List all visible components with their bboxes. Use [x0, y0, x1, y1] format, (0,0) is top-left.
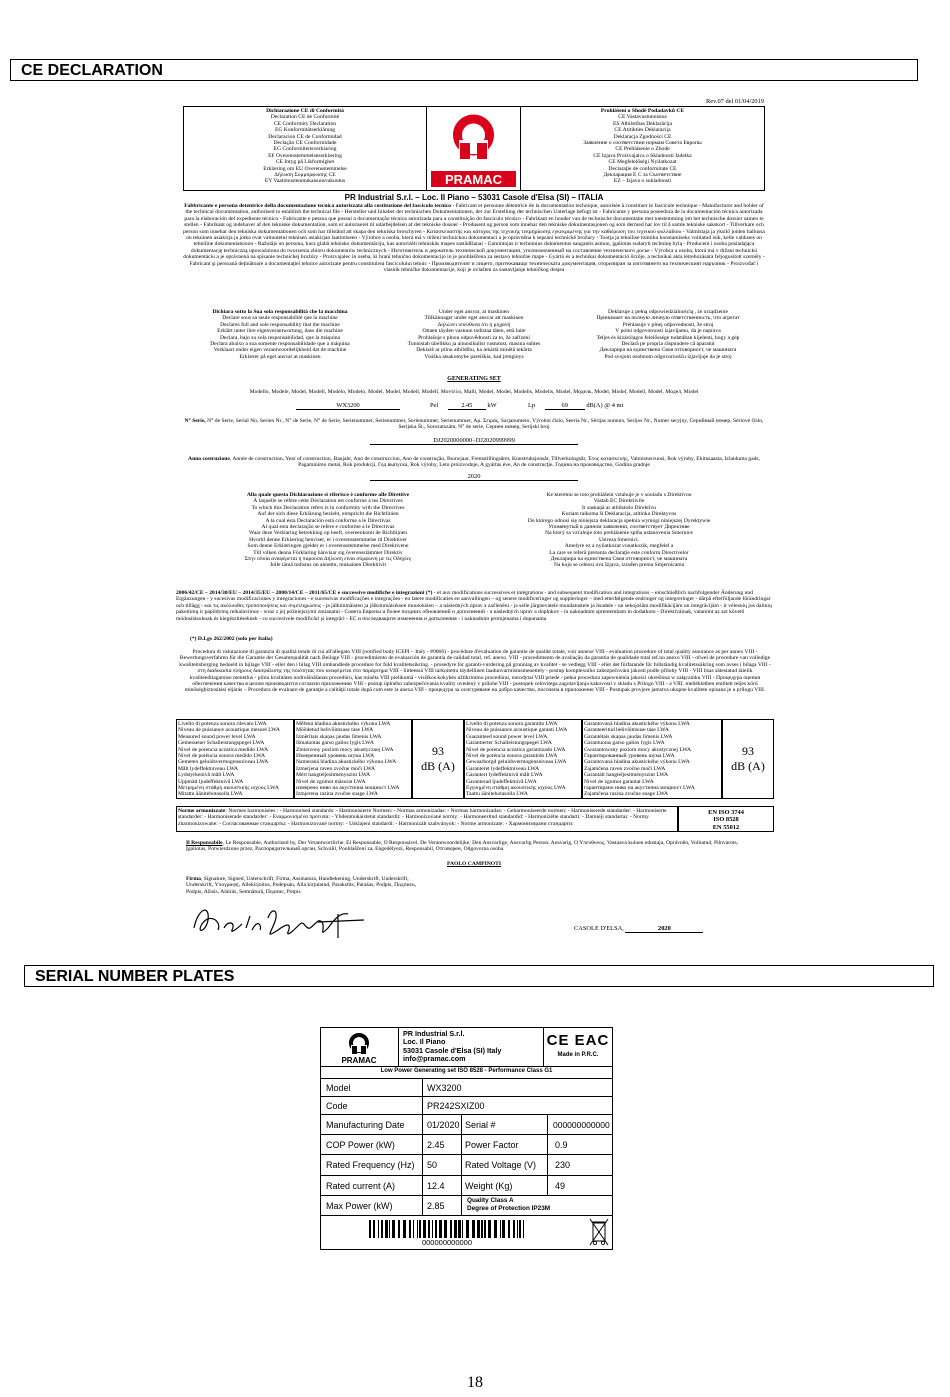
fabricant-text: - Fabricant et personne détentrice de la documentation technique, autorisée à constituer le fascicule technique - Manufacturer and holder of the technical documentation, authorised to establish the technical file - Hersteller und Inhaber der technischen Dokumentationen, der zur Erstellung der technischen Unterlage befugt ist - Fabricante y persona poseedora de la documentación técnica autorizada para la elaboración del expediente técnico - Fabricante e pessoa que possui a documentação técnica autorizada para a constituição do fascículo técnico - Fabrikant en houder van de technische documentatie met toestemming om het technische dossier samen te stellen - Fabrikant og indehaver af den tekniske dokumentation, som er autoriseret til udarbejdelsen af det tekniske dossier - Produsent og person som innehar den tekniske dokumentasjonen og som dermed har lov til å samle tekniske sakskort - Tillverkare och person som innehar den tekniska dokumentationen och som har tillstånd att skapa den tekniska broschyren - Κατασκευαστής και κάτοχος της τεχνικής τεκμηρίωσης εγκεκριμένης για την καθιέρωση του τεχνικού φυλλαδίου - Valmistaja ja yksilö joiden hallussa on tekninen asiakirja ja jotka ovat valtuutetut teknisen asiakirjan laatimiseen - Výrobce a osoba, která má v držení technickou dokumentaci a je oprávněna k sepsání technické brožury - Tootja ja tehnilise toimiku koostamiseks volitatud isik, kelle valduses on tehniline dokumentatsioon - Ražotājs un persona, kura glabā tehnisko dokumentāciju, kas autorizēti tehniskās mapes sastādīšanai - Gamintojas ir techninius dokumentus saugantis asmuo, įgaliotas sudaryti techninę bylą - Producent i osoba posiadająca dokumentację techniczną upoważniona do tworzenia zbioru dokumentów technicznych - Изготовитель и держатель технической документации, уполномоченный на составление технического досье - Výrobca a osoba, ktorá má v držaní technickú dokumentáciu a je oprávnená na spísanie technickej brožúry - Proizvajalec in oseba, ki hrani tehnično dokumentacijo in je pooblaščena za sestavo tehnične mape - Gyártó és a technikai dokumentáció őrzője, a technikai akta létrehozására feljogosított személy - Fabricant şi persoană deţinătoare a documentaţiei tehnice autorizate pentru constituirea fascicolului tehnic - Производителят и лицето, притежаващо техническата документация, оторизиран за изготвянето на техническият наръчник - Proizvođač i vlasnik tehničke dokumentacije, koji je ovlašten za sastavljanje tehničkog dosjea: [183, 203, 765, 274]
declares-line: Erklærer på eget ansvar at maskinen: [239, 353, 321, 360]
lwa-label-line: Измеренный уровень шума LWA: [296, 753, 375, 760]
model-field: [296, 402, 400, 410]
year-labels: , Année de construction, Year of construction, Baujahr, Ano de construccion, Ano de construção, Bouwjaar, Fremstillingsåret, Konstruksjonsår, Tillverkningsår, Έτος κατασκευής, Valmistusvuosi, Rok výroby, Ehitusaasta, Izlaiduma gads, Pagaminimo metai, Rok produkcji, Год выпуска, Rok výroby, Leto proizvodnje, A gyártás éve, An de construcţie, Година на производство, Godina gradnje: [229, 456, 760, 469]
conformity-line: Alla quale questa Dichiarazione si riferisce è conforme alle Direttive: [246, 492, 410, 498]
made-in: Made in P.R.C.: [557, 1052, 599, 1058]
lwa-label-line: Garanterad ljudeffektnivå LWA: [466, 778, 537, 785]
lwa-guaranteed-value: 93: [742, 744, 754, 758]
conformity-line: La care se referă prezenta declaraţie este conform Directivelor: [549, 549, 689, 556]
declares-line: Teljes és kizárólagos felelőssége tudatában kijelenti, hogy a gép: [596, 334, 740, 341]
conformity-line: Som denne Erklæringen gjelder er i overensstemmelse med Direktivene: [247, 543, 409, 550]
model-value: WX3200: [296, 402, 400, 410]
declares-line: Ottaen täyden vastuun todistaa täten, että laite: [422, 328, 526, 335]
company-address: PR Industrial S.r.l. – Loc. Il Piano – 53031 Casole d'Elsa (SI) – ITALIA: [344, 193, 604, 202]
norms-lead: Norme armonizzate: [178, 808, 226, 814]
lp-field: [528, 402, 623, 410]
lwa-measured-value: 93: [432, 744, 444, 758]
plate-row-mfg: [321, 1114, 612, 1134]
declares-line: Declară pe propria răspundere că aparatul: [621, 341, 715, 348]
divider: [422, 1078, 423, 1215]
declares-line: Erklärt unter ihre eigenverantwortung, dass die machine: [217, 328, 343, 335]
plate-barcode-row: [321, 1215, 612, 1249]
lwa-guaranteed-labels-2: [582, 719, 722, 799]
lwa-label-line: Mõõdetud helivõimsuse tase LWA: [296, 727, 374, 734]
procedure-paragraph: Procedura di valutazione di garanzia di qualità totale di cui all'allegato VIII (notified body ICEPI – Italy - #0066) - procédure d'évaluation de garantie de qualité totale, voir annexe VIII - evaluation procedure of total quality assurance as per annex VIII - Bewertungsverfahren für die Garantie der Gesamtqualität nach Beilage VIII - procedimiento de evaluación de garantía de calidad total, ref. anexo. VIII - procedimento de avaliação da garantia de qualidade total ref.no anexo VIII - ofwel de procedure van volledige kwaliteitsborging bedoeld in bijlage VIII - eller den i bilag VIII omhandlede procedure for fuld kvalitetssikring. - prosedyre for garanti-vurdering på grunnlag av kvalitet - se vedlegg VIII - eller det förfarande för fullständig kvalitetssäkring som avses i bilaga VIII - στη διαδικασία πλήρους διασφάλισης της ποιότητας που αναφέρεται στο παράρτημα VIII - liitteessä VIII tarkoitettu täydellinen laadunvarmistusmenettely - postup komplexního zabezpečování jakosti podle přílohy VIII - VIII lisas sätestatud täielik kvaliteeditagamise menetlus - pilnu kvalitātes nodrošināšanas procedūru, kas minēta VIII pielikumā - visiškos kokybės užtikrinimo procedūrai, nurodytai VIII priede - pełna procedura zapewnienia jakości określona w załączniku VIII - Процедура оценки обеспечения качества в целом производится согласно приложению VIII - postup úplného zabezpečovania kvality uvedený v prílohe VIII - postopek celovitega zagotavljanja kakovosti v skladu s Prilogo VIII - a VIII. mellékletben említett teljes körű minőségbiztosítási eljárás – Procedura de evaluare de garanţie a calităţii totale după cum este la anexa VIII - процедура за осигуряване на добро качество, посочена в приложение VIII - Postupak provjere jamstva ukupne kvalitete opisana je u prilogu VIII.: [179, 649, 771, 694]
declares-line: Принимает на полную личную ответственность, что агрегат: [596, 315, 740, 322]
plate-company-line: PR Industrial S.r.l.: [403, 1029, 465, 1038]
plate-weight-value: 49: [555, 1181, 566, 1191]
plate-company-line: 53031 Casole d'Elsa (SI) Italy: [403, 1045, 502, 1055]
lwa-label-line: Lydstyrkenivå målt LWA: [178, 772, 235, 779]
declares-line: Dichiara sotto la Sua sola responsabilità che la macchina: [212, 309, 348, 315]
current-label: Rated current (A): [326, 1181, 396, 1191]
plate-current-value: 12.4: [427, 1181, 445, 1191]
fabricant-paragraph: [183, 203, 765, 273]
lwa-label-line: Nivel de potencia acústica medido LWA: [178, 746, 269, 753]
plate-row-max: [321, 1195, 612, 1215]
lwa-label-line: Niveau de puissance acoustique mesuré LWA: [178, 727, 280, 734]
lwa-label-line: Nameraná hladina akustického výkonu LWA: [296, 759, 397, 766]
conformity-line: Ustreza Smernici.: [598, 536, 640, 543]
year-lead: Anno costruzione: [188, 456, 230, 462]
conformity-line: Jolle tämä todistus on annettu, mukainen Direktiivit: [269, 562, 387, 569]
lwa-label-line: Garantuotas garso galios lygis LWA: [584, 740, 665, 747]
pel-unit: kW: [487, 402, 497, 409]
title-line: Dichiarazione CE di Conformità: [266, 108, 344, 114]
plate-pf-value: 0.9: [555, 1140, 568, 1150]
lwa-label-line: Μετρημένη στάθμη ακουστικής ισχύος LWA: [178, 785, 279, 792]
code-label: Code: [326, 1101, 348, 1111]
plate-row-freq: [321, 1154, 612, 1175]
declares-line: Prohlašuje s plnou odpovědností za to, že zařízení: [418, 334, 530, 341]
year-field: [370, 473, 578, 481]
title-line: Декларация Е С за Съответствие: [603, 172, 682, 179]
conformity-line: Na ktorý sa vzťahuje toto prehlásenie splňa ustanovenia Smernice: [545, 530, 693, 537]
conformity-line: Ke kterému se toto prohlášení vztahuje je v souladu s Direktivou: [546, 492, 692, 498]
model-labels: Modello, Modele, Model, Modell, Modelo, Modelo, Model, Model, Modell, Modell, Μοντέλο, Malli, Model, Model, Modelis, Modelis, Model, Модель, Model, Model, Modell, Model, Модел, Model: [249, 389, 699, 395]
declares-line: Declares full and sole responsability that the machine: [220, 321, 340, 328]
lwa-label-line: Izmērītais skaņas jaudas līmenis LWA: [296, 733, 382, 740]
lwa-label-line: Nivel de potencia acústica garantizado LWA: [466, 746, 566, 753]
lwa-guaranteed-value-cell: [722, 719, 774, 799]
lwa-label-line: гарантирано ниво на акустична мощност LWA: [584, 785, 695, 792]
protection-degree: Degree of Protection IP23M: [467, 1205, 551, 1212]
revision-label: Rev.07 del 01/04/2019: [706, 98, 764, 105]
lwa-measured-unit: dB (A): [421, 759, 455, 773]
title-line: CE Conformity Declaration: [273, 120, 337, 127]
conformity-line: Amelyre ez a nyilatkozat vonatkozik, megfelel a: [564, 543, 674, 550]
declaration-header: [183, 106, 765, 191]
plate-max-value: 2.85: [427, 1201, 445, 1211]
conformity-line: Kuriam taikoma ši Deklaracija, atitinka Direktyvos: [561, 511, 677, 518]
mfg-label: Manufacturing Date: [326, 1120, 405, 1130]
title-line: Declaraţie de conformitate CE: [608, 165, 677, 172]
lwa-label-line: Niveau de puissance acoustique garanti LWA: [466, 727, 568, 734]
title-line: Prohlášení o Shodě Podadavků CE: [600, 108, 685, 114]
lwa-label-line: Garantert lydeffektnivå målt LWA: [466, 772, 543, 779]
firma-lead: Firma: [186, 876, 201, 882]
section-header-serial: SERIAL NUMBER PLATES: [24, 965, 934, 987]
lwa-label-line: Išmatuotas garso galios lygis LWA: [296, 740, 374, 747]
place-label: CASOLE D'ELSA,: [574, 925, 624, 932]
title-line: Заявление о соответствии нормам Совета Европы: [583, 140, 702, 147]
place-date: [574, 925, 703, 933]
left-titles: [184, 108, 426, 185]
pel-label: Pel: [430, 402, 439, 409]
serial-labels-paragraph: [183, 418, 765, 431]
firma-text: , Signature, Signed, Unterschrift, Firma, Assinatura, Handtekening, Underskrift, Underskrift, Underskrift, Υπογραφή, Allekirjoitus, Podepsán, Alla kirjutatud, Parakstīts, Parašas, Podpis, Подпись, Podpis, Ažisis, Aláírás, Semnătură, Подпис, Potpis: [186, 876, 417, 895]
lwa-label-line: Livello di potenza sonora rilevato LWA: [178, 721, 267, 727]
ce-eac-marks: CE EAC: [546, 1032, 610, 1049]
lwa-label-line: Gemessener Schalleistungspegel LWA: [178, 740, 265, 747]
declares-middle: [377, 309, 571, 360]
signer-name: PAOLO CAMPINOTI: [446, 861, 502, 867]
lwa-label-line: Uppmätt ljudeffektnivå LWA: [178, 778, 244, 785]
lwa-label-line: Garantovaná hladina akustického výkonu LWA: [584, 721, 690, 727]
declares-line: Under eget ansvar, at maskinen: [438, 309, 510, 315]
declares-line: Декларира на единствена Своя отговорност, че машината: [599, 347, 737, 354]
norm-item: EN ISO 3744: [708, 809, 744, 816]
conformity-line: Do którego odnosi się niniejsza deklaracja spełnia wymogi niniejszej Dyrektywie: [527, 517, 711, 524]
pf-label: Power Factor: [465, 1140, 519, 1150]
conformity-line: Упомянутый в данном заявлении, соответствует Директиве: [548, 524, 690, 531]
lwa-label-line: Гарантированный уровень шума LWA: [584, 753, 675, 760]
title-line: CE Intyg på Likformighet: [275, 159, 335, 166]
declares-line: Prehlasuje v plnej odpovednosti, že stroj: [622, 321, 714, 328]
conformity-line: Till vilken denna Förklaring hänvisar sig överensstämmer Direktiv: [253, 549, 403, 556]
lwa-label-line: Measured sound power level LWA: [178, 733, 256, 740]
place-year: 2020: [625, 925, 703, 933]
title-line: EZ – Izjava o sukladnosti: [613, 178, 672, 185]
barcode: [367, 1220, 527, 1238]
lwa-guaranteed-labels: [464, 719, 582, 799]
title-line: CE Izjava Proizvajalca o Skladnosti Izdelka: [593, 152, 692, 159]
plate-company-line: Loc. Il Piano: [403, 1037, 446, 1047]
plate-company: [403, 1030, 543, 1064]
plate-code-value: PR242SXIZ00: [427, 1101, 485, 1111]
lwa-label-line: измерено ниво на акустична мощност LWA: [296, 785, 400, 792]
declares-right: [571, 309, 765, 360]
divider: [461, 1114, 462, 1215]
declares-line: Pod svojom osobnom odgovornošću izjavljuje da je stroj: [604, 353, 732, 360]
plate-model-value: WX3200: [427, 1083, 462, 1093]
lwa-label-line: Målt lydeffektniveau LWA: [178, 765, 239, 772]
norm-item: ISO 8528: [713, 816, 739, 824]
lwa-table: [176, 719, 774, 799]
lp-unit: dB(A) @ 4 mt: [586, 402, 624, 409]
lwa-label-line: Guaranteed sound power level LWA: [466, 733, 548, 740]
title-line: EG Conformiteitsverklaring: [273, 146, 337, 153]
lwa-measured-labels-2: [294, 719, 412, 799]
lwa-label-line: Zajamčena raven zvočne moči LWA: [584, 765, 666, 772]
title-line: EF Overensstemmelseserklæring: [268, 152, 342, 159]
plate-logo: [321, 1028, 399, 1066]
serial-number-plate: [320, 1027, 613, 1250]
plate-freq-value: 50: [427, 1160, 438, 1170]
lp-label: Lp: [528, 402, 536, 409]
directives-lead: 2006/42/CE – 2014/30/EU – 2014/35/EU – 2000/14/CE – 2011/65/CE e successive modifiche e integrazioni (*): [176, 590, 433, 596]
conformity-line: Στην οποία αναφέρεται η παρούσα Δήλωση είναι σύμφωνη με τις Οδηγίες: [244, 556, 412, 563]
declares-line: Declare sous sa seule responsabilité que la machine: [222, 315, 338, 322]
conformity-line: Na koju se odnosi ova Izjava, izrađen prema Smjernicama: [553, 562, 685, 569]
conformity-line: Ir saskaņā ar atbilstošo Direktīvu: [582, 504, 656, 511]
conformity-line: Vastab EC Direktiivile: [593, 498, 645, 505]
conformity-line: A la cual ésta Declaración está conforme a le Directivas: [265, 517, 391, 524]
brand-text: PRAMAC: [444, 172, 503, 187]
plate-subtitle-row: [321, 1066, 612, 1078]
conformity-line: Декларира на единствена Своя отговорност, че машината: [550, 556, 688, 563]
lwa-label-line: Izmjerena razina zvučne snage LWA: [296, 791, 378, 798]
lwa-label-line: Gewaarborgd geluidsvermogensniveau LWA: [466, 759, 567, 766]
title-line: CE Megfelelőségi Nyilatkozat: [608, 159, 677, 166]
max-label: Max Power (kW): [326, 1201, 393, 1211]
serial-label: Serial #: [465, 1120, 496, 1130]
title-line: Δήλωση Συμμόρφωσης CE: [274, 172, 336, 179]
lwa-label-line: Nivel de zgomot măsurat LWA: [296, 778, 366, 785]
pel-field: [430, 402, 497, 410]
declares-line: Deklarē ar pilnu atbildību, ka iekārtā minētā iekārta: [416, 347, 532, 354]
plate-marks: [544, 1030, 612, 1058]
lwa-label-line: Mért hangteljesítményszint LWA: [296, 772, 371, 779]
lwa-label-line: Garantovaná hladina akustického výkonu LWA: [584, 759, 690, 766]
title-line: Deklaracja Zgodności CE: [613, 133, 672, 140]
page-number: 18: [467, 1374, 483, 1391]
declares-line: Δηλώνει υπεύθυνα ότι η μηχανή: [437, 321, 511, 328]
lwa-measured-value-cell: [412, 719, 464, 799]
responsible-lead: Il Responsabile: [186, 840, 223, 846]
plate-company-line: info@pramac.com: [403, 1054, 466, 1064]
lwa-label-line: Nivel de zgomot garantat LWA: [584, 778, 654, 785]
quality-class: Quality Class A: [467, 1197, 514, 1204]
lwa-label-line: Gemeten geluidsvermogensniveau LWA: [178, 759, 269, 766]
lwa-label-line: Garantierter Schalleistungspegel LWA: [466, 740, 552, 747]
norm-item: EN 55012: [712, 823, 740, 831]
pramac-logo: [427, 107, 520, 190]
plate-row-cop: [321, 1134, 612, 1154]
plate-subtitle: Low Power Generating set ISO 8528 - Performance Class G1: [380, 1068, 553, 1074]
quality-block: [467, 1197, 550, 1213]
lwa-label-line: Gwarantowany poziom mocy akustycznej LWA: [584, 746, 692, 753]
declares-line: Deklaruje z pełną odpowiedzialnością , że urządzenie: [607, 309, 729, 315]
plate-row-current: [321, 1175, 612, 1195]
lwa-label-line: Taattu äänitehotasolla LWA: [466, 791, 528, 798]
generating-set-title: GENERATING SET: [447, 376, 501, 382]
declares-line: V polni odgovornosti izjavljamo, da je naprava: [615, 328, 721, 335]
title-line: EG Konformitätserklärung: [274, 127, 336, 134]
serial-lead: N° Serie,: [184, 418, 206, 424]
right-titles: [521, 108, 764, 185]
title-line: Erklæring om EU Overensstemmelse: [263, 165, 347, 172]
conformity-line: Auf der sich diese Erklärung bezieht, entspricht die Richtlinien: [257, 511, 399, 518]
lwa-measured-labels: [176, 719, 294, 799]
serial-range: DJ2020000000÷DJ2020999999: [370, 437, 578, 445]
serial-range-field: [370, 437, 578, 445]
dlgs-note: (*) D.Lgs 262/2002 (solo per Italia): [190, 636, 273, 642]
conformity-line: Al qual esta declaração se refere e conforme a le Directivas: [261, 524, 395, 531]
title-line: Declação CE Conformidade: [273, 140, 337, 147]
lp-value: 69: [545, 402, 585, 410]
responsible-text: , Le Responsable, Authorized by, Der Verantwortliche, El Responsable, O Responsável, De Verantwoordelijke, Den Ansvarlige, Ansvarlig Person, Ansvarig, Ο Υπεύθυνος, Vastaava kuluen edustaja, Oprávněn, Volitatud, Pilnvarots, Įgaliotas, Potwierdzone przez, Распорядительный орган, Schválil, Pooblaščeni za, Engedélyezi, Responsabil, Отговорен, Odgovorna osoba: [186, 840, 739, 853]
title-line: EY Vaatimustenmukaisuusvakuutus: [264, 178, 346, 185]
conformity-line: To which this Declaration refers is in conformity with the Directives: [251, 504, 405, 511]
lwa-label-line: Εγγυημένη στάθμη ακουστικής ισχύος LWA: [466, 785, 566, 792]
title-line: CE Atitikties Deklaracija: [614, 127, 671, 134]
declares-line: Verklaart onder eigen verantwoordelijkheid dat de machine: [213, 347, 347, 354]
declares-line: Tunnistab täielikku ja ainuisikulist vastutust, masina suhtes: [407, 341, 541, 348]
lwa-label-line: Garanteret lydeffektniveau LWA: [466, 765, 540, 772]
directives-paragraph: [176, 590, 774, 622]
serial-labels: N° de Serie, Serial No, Serien Nr., N° de Serie, N° de Serie, Serienummer, Serienummer, Serienummer, Serienummer, Αρ. Σειράς, Sarjanumero, Výrobní číslo, Seeria Nr., Sērijas numurs, Serijos Nr., Numer seryjny, Серийный номер, Sériové číslo, Serijska Št., Sorozatszám, N° de serie, Сериен номер, Serijski broj: [207, 418, 764, 431]
title-line: Declaracion CE de Conformidad: [268, 133, 342, 140]
norms-text: : Normes harmonisées : - Harmonised standards: - Harmonisierte Normen: - Normas armonizadas: - Normas harmonizadas: - Geharmoniseerde normen: - Harmoniserede standarder: - Harmoniserte standarder: - Harmoniserade standarder: - Εναρμονισμένα πρότυπα: - Yhdenmukaistetut standardit: - Harmonizované normy: - Harmoneeritud standardid: - Harmonizētie standarti: - Darnieji standartai: - Normy zharmonizowane: - Согласованные стандарты: - Harmonizované normy: - Usklajeni standardi: - Harmonizált szabványok: - Norme armonizate: - Хармонизирани стандарти:: [178, 808, 667, 827]
conformity-line: Waar deze Verklaring betrekking op heeft, overeenkomt de Richtlijnen: [248, 530, 408, 537]
plate-volt-value: 230: [555, 1160, 571, 1170]
plate-row-code: [321, 1096, 612, 1114]
lwa-label-line: Garantētais skaņas jaudas līmenis LWA: [584, 733, 673, 740]
responsible-paragraph: [186, 840, 746, 853]
declares-line: Declara, bajo su sola responsabilidad, que la máquina: [219, 334, 341, 341]
firma-paragraph: [186, 876, 426, 895]
model-label: Model: [326, 1083, 351, 1093]
lwa-label-line: Měřená hladina akustického výkonu LWA: [296, 721, 391, 727]
plate-cop-value: 2.45: [427, 1140, 445, 1150]
year-labels-paragraph: [183, 456, 765, 469]
freq-label: Rated Frequency (Hz): [326, 1160, 415, 1170]
conformity-line: À laquelle se réfère cette Déclaration est conforme à les Directives: [253, 498, 403, 505]
lwa-label-line: Nível de potência sonora garantido LWA: [466, 753, 558, 760]
weee-bin-icon: [589, 1217, 609, 1247]
lwa-label-line: Livello di potenza sonora garantito LWA: [466, 721, 558, 727]
lwa-label-line: Garanteeritud helivõimsuse tase LWA: [584, 727, 669, 734]
conformity-line: Hvortil denne Erklæring henviser, er i overensstemmelse til Direktiver: [249, 536, 407, 543]
plate-row-model: [321, 1078, 612, 1096]
volt-label: Rated Voltage (V): [465, 1160, 537, 1170]
lwa-label-line: Izmerjena raven zvočne moči LWA: [296, 765, 376, 772]
lwa-label-line: Garantált hangteljesítményszint LWA: [584, 772, 669, 779]
conformity-right: [473, 492, 765, 569]
plate-mfg-value: 01/2020: [427, 1120, 460, 1130]
title-line: ES Atbilstības Deklarācija: [612, 120, 673, 127]
lwa-label-line: Zajamčena razina zvučne snage LWA: [584, 791, 669, 798]
signature-image: [188, 898, 368, 946]
declares-line: Visiška atsakomybe pareiškia, kad įrenginys: [424, 353, 524, 360]
title-line: CE Prehlásenie o Zhode: [615, 146, 670, 153]
divider: [547, 1114, 548, 1195]
norms-list: [678, 806, 774, 832]
declares-line: Declara abaixo a sua somente responsabilidade que a máquina: [210, 341, 350, 348]
declares-line: Tillkännager under eget ansvar att maskinen: [424, 315, 524, 322]
barcode-text: 000000000000: [421, 1238, 473, 1247]
year-value: 2020: [370, 473, 578, 481]
weight-label: Weight (Kg): [465, 1181, 513, 1191]
fabricant-lead: Fabbricante e persona detentrice della documentazione tecnica autorizzata alla costituzione del fascicolo tecnico: [184, 203, 452, 209]
lwa-label-line: Zmierzony poziom mocy akustycznej LWA: [296, 746, 394, 753]
pel-value: 2.45: [448, 402, 486, 410]
section-header-ce: CE DECLARATION: [10, 59, 918, 81]
title-line: Declaration CE de Conformité: [270, 114, 340, 121]
lwa-guaranteed-unit: dB (A): [731, 759, 765, 773]
lwa-label-line: Nível de potência sonora medido LWA: [178, 753, 266, 760]
conformity-left: [183, 492, 473, 569]
title-line: CE Vastavustunnistus: [618, 114, 667, 121]
declares-left: [183, 309, 377, 360]
cop-label: COP Power (kW): [326, 1140, 395, 1150]
directives-text: - et aux modifications successives et intégrations - and subsequent modification and integrations – einschließlich nachfolgender Änderung und Ergänzungen - y sucesivas modificaciones y integraciones - e sucessivas modificações e integrações - en latere modificaties en aanvullingen – og senere modificeringer og suppleringer – med etterfølgende endringer og integreringer - därpå efterföljande förändringar och tillägg - και τις ακόλουθες τροποποιήσεις και συμπληρώσεις - ja jälkimmäisten ja jälkimmäisiksen muutoksien – a následných úprav a začlenění - ja selle järgnevatele muudatustele ja lisadele - un sekojošām modifikācijām un integrācijām - ir vėlesnių jos dalinių pakeitimų ir papildymų reikalavimus - wraz z jej późniejszymi zmianami - Совета Европы и более поздних обновлений и дополнений - a následných úprav a doplnkov - in naknadnim spremembam in dodatkom - Direktíváinak, valamint az azt követő módosításoknak és kiegészítéseknek - cu succesivele modificări şi integrări - ЕС и последващите изменения и допълнения - i naknadnim promjenama i dopunama: [176, 590, 772, 622]
norms-table: [176, 806, 774, 832]
plate-brand: PRAMAC: [341, 1056, 377, 1065]
plate-serial-value: 000000000000: [553, 1120, 610, 1130]
lwa-label-line: Mitattu äänitehotasolla LWA: [178, 791, 243, 798]
norms-text-cell: [176, 806, 678, 832]
